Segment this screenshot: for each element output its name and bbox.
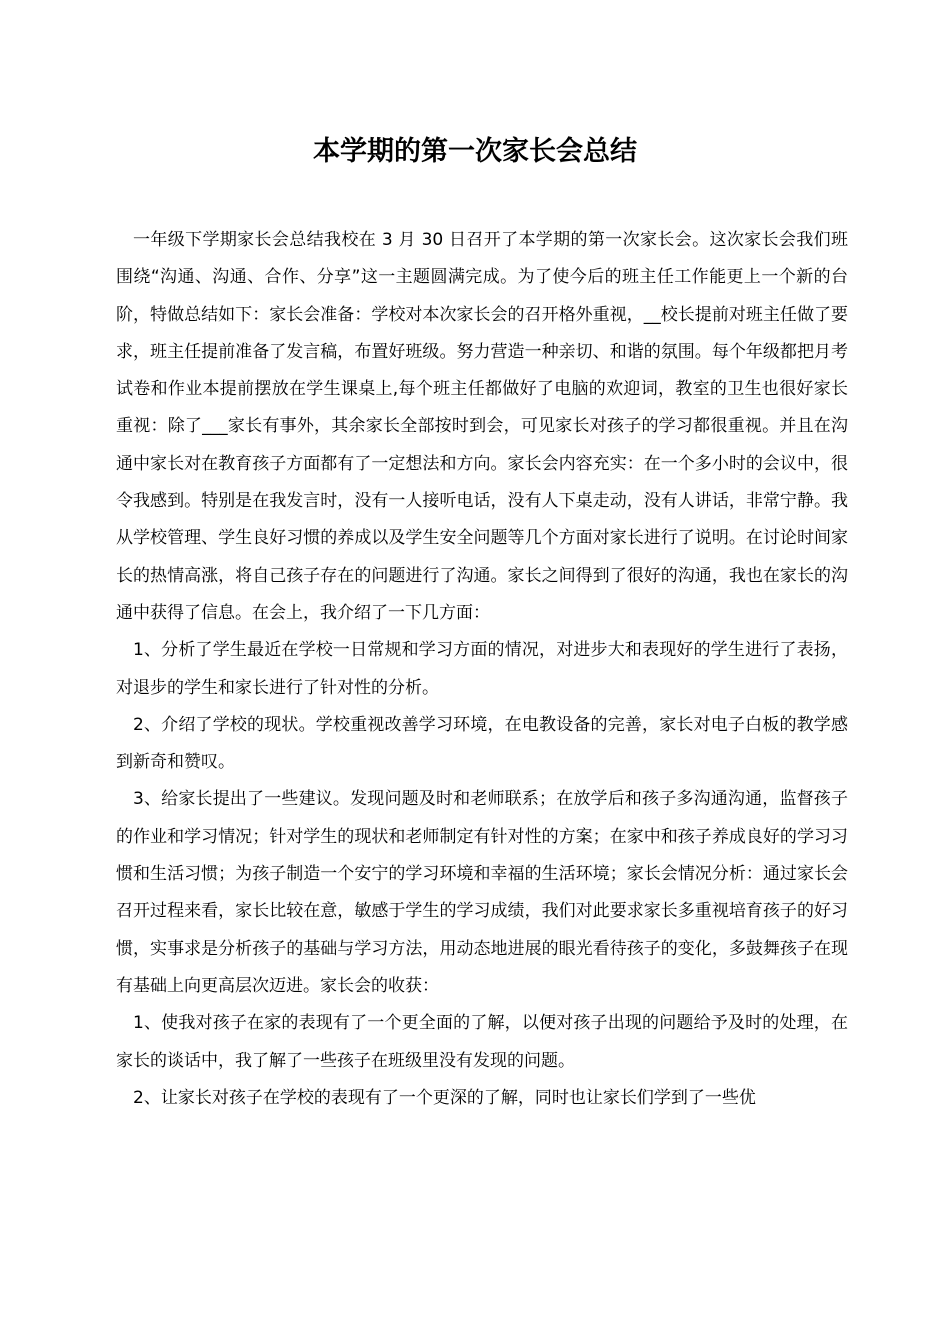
paragraph-gain-1: 1、使我对孩子在家的表现有了一个更全面的了解，以便对孩子出现的问题给予及时的处理，在家长的谈话中，我了解了一些孩子在班级里没有发现的问题。 — [116, 1013, 848, 1071]
paragraph-intro: 一年级下学期家长会总结我校在 3 月 30 日召开了本学期的第一次家长会。这次家长会我们班围绕“沟通、沟通、合作、分享”这一主题圆满完成。为了使今后的班主任工作能更上一个新的台阶，特做总结如下：家长会准备：学校对本次家长会的召开格外重视，__校长提前对班主任做了要求，班主任提前准备了发言稿，布置好班级。努力营造一种亲切、和谐的氛围。每个年级都把月考试卷和作业本提前摆放在学生课桌上,每个班主任都做好了电脑的欢迎词，教室的卫生也很好家长重视：除了___家长有事外，其余家长全部按时到会，可见家长对孩子的学习都很重视。并且在沟通中家长对在教育孩子方面都有了一定想法和方向。家长会内容充实：在一个多小时的会议中，很令我感到。特别是在我发言时，没有一人接听电话，没有人下桌走动，没有人讲话，非常宁静。我从学校管理、学生良好习惯的养成以及学生安全问题等几个方面对家长进行了说明。在讨论时间家长的热情高涨，将自己孩子存在的问题进行了沟通。家长之间得到了很好的沟通，我也在家长的沟通中获得了信息。在会上，我介绍了一下几方面： — [116, 230, 848, 623]
document-body — [116, 222, 848, 1117]
paragraph-gain-2: 2、让家长对孩子在学校的表现有了一个更深的了解，同时也让家长们学到了一些优 — [133, 1087, 756, 1108]
paragraph-point-1: 1、分析了学生最近在学校一日常规和学习方面的情况，对进步大和表现好的学生进行了表扬，对退步的学生和家长进行了针对性的分析。 — [116, 640, 848, 698]
paragraph-point-3: 3、给家长提出了一些建议。发现问题及时和老师联系；在放学后和孩子多沟通沟通，监督孩子的作业和学习情况；针对学生的现状和老师制定有针对性的方案；在家中和孩子养成良好的学习习惯和生活习惯；为孩子制造一个安宁的学习环境和幸福的生活环境；家长会情况分析：通过家长会召开过程来看，家长比较在意，敏感于学生的学习成绩，我们对此要求家长多重视培育孩子的好习惯，实事求是分析孩子的基础与学习方法，用动态地进展的眼光看待孩子的变化，多鼓舞孩子在现有基础上向更高层次迈进。家长会的收获： — [116, 789, 848, 996]
document-title: 本学期的第一次家长会总结 — [313, 136, 637, 167]
paragraph-point-2: 2、介绍了学校的现状。学校重视改善学习环境，在电教设备的完善，家长对电子白板的教学感到新奇和赞叹。 — [116, 714, 848, 773]
